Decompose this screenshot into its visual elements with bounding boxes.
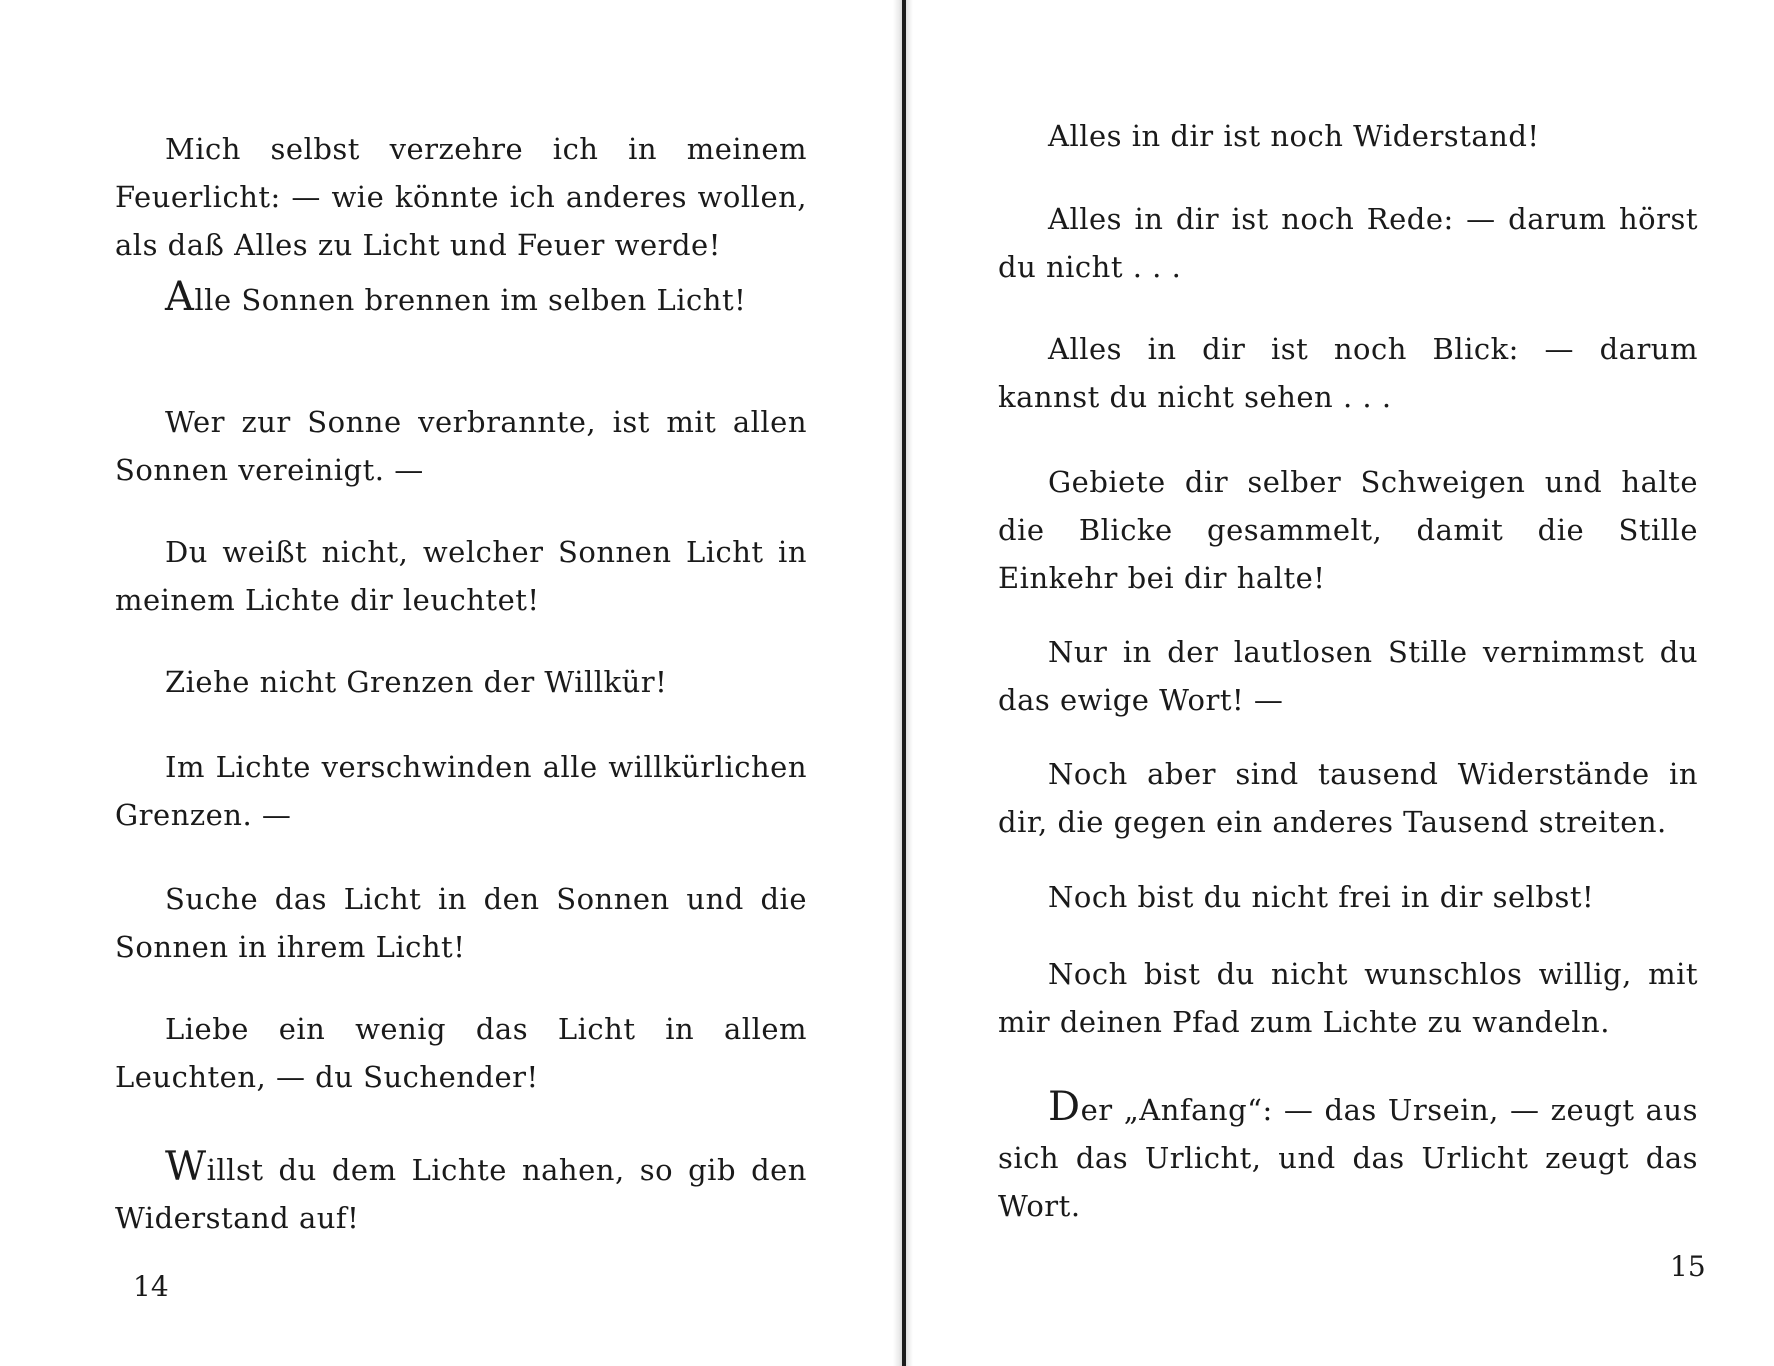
- right-paragraph-9: Der „Anfang“: — das Ursein, — zeugt aus sich das Urlicht, und das Urlicht zeugt das Wort.: [998, 1084, 1698, 1223]
- right-paragraph-5: Nur in der lautlosen Stille vernimmst du das ewige Wort! —: [998, 635, 1698, 717]
- left-paragraph-7: Suche das Licht in den Sonnen und die Sonnen in ihrem Licht!: [115, 882, 807, 964]
- left-paragraph-6: Im Lichte verschwinden alle willkürlichen Grenzen. —: [115, 750, 807, 832]
- right-paragraph-3: Alles in dir ist noch Blick: — darum kannst du nicht sehen . . .: [998, 332, 1698, 414]
- left-paragraph-2: Alle Sonnen brennen im selben Licht!: [165, 274, 747, 320]
- left-paragraph-4: Du weißt nicht, welcher Sonnen Licht in meinem Lichte dir leuchtet!: [115, 535, 807, 617]
- right-page: [998, 0, 1706, 1366]
- page-number-right: 15: [1670, 1250, 1706, 1283]
- page-number-left: 14: [133, 1270, 169, 1303]
- left-paragraph-8: Liebe ein wenig das Licht in allem Leuchten, — du Suchender!: [115, 1012, 807, 1094]
- right-paragraph-7: Noch bist du nicht frei in dir selbst!: [1048, 880, 1595, 914]
- right-paragraph-8: Noch bist du nicht wunschlos willig, mit mir deinen Pfad zum Lichte zu wandeln.: [998, 957, 1698, 1039]
- right-paragraph-1: Alles in dir ist noch Widerstand!: [1048, 119, 1540, 153]
- book-gutter-line: [902, 0, 906, 1366]
- left-paragraph-5: Ziehe nicht Grenzen der Willkür!: [165, 665, 668, 699]
- right-paragraph-2: Alles in dir ist noch Rede: — darum hörst du nicht . . .: [998, 202, 1698, 284]
- right-paragraph-4: Gebiete dir selber Schweigen und halte die Blicke gesammelt, damit die Stille Einkehr bei dir halte!: [998, 465, 1698, 595]
- left-page: [115, 0, 807, 1366]
- right-paragraph-6: Noch aber sind tausend Widerstände in dir, die gegen ein anderes Tausend streiten.: [998, 757, 1698, 839]
- left-paragraph-1: Mich selbst verzehre ich in meinem Feuerlicht: — wie könnte ich anderes wollen, als daß Alles zu Licht und Feuer werde!: [115, 132, 807, 262]
- left-paragraph-3: Wer zur Sonne verbrannte, ist mit allen Sonnen vereinigt. —: [115, 405, 807, 487]
- left-paragraph-9: Willst du dem Lichte nahen, so gib den Widerstand auf!: [115, 1144, 807, 1235]
